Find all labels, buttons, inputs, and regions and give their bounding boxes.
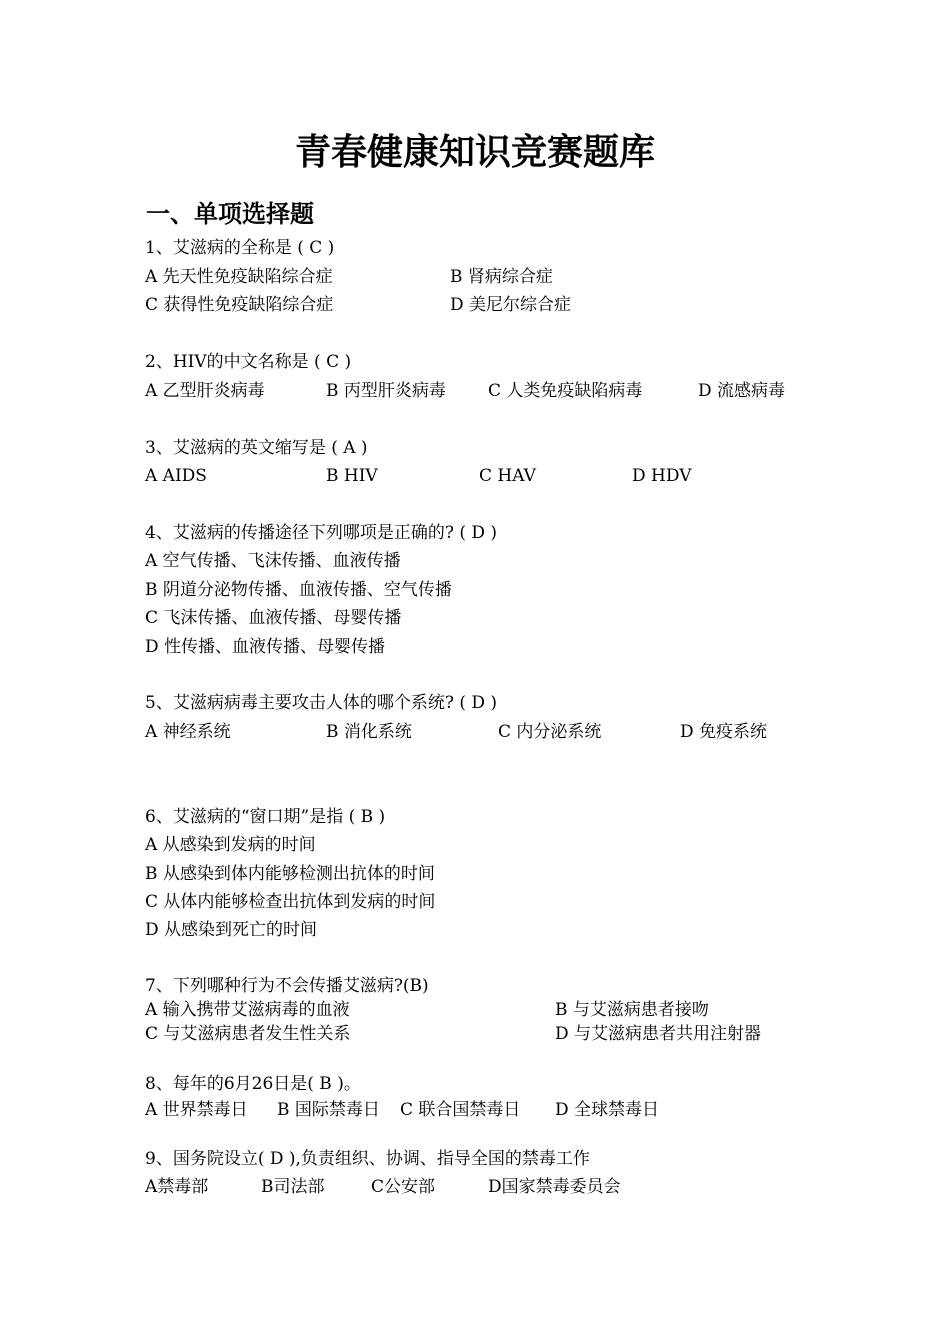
answer-option: B 从感染到体内能够检测出抗体的时间 [145,864,435,884]
answer-option: C 联合国禁毒日 [400,1100,521,1120]
answer-option: C 内分泌系统 [498,722,602,742]
answer-option: B 消化系统 [326,722,412,742]
answer-option: D 性传播、血液传播、母婴传播 [145,637,386,657]
question-stem: 5、艾滋病病毒主要攻击人体的哪个系统? ( D ) [145,693,498,713]
answer-option: A 神经系统 [145,722,231,742]
answer-option: C HAV [479,466,536,486]
question-stem: 2、HIV的中文名称是 ( C ) [145,352,352,372]
answer-option: C 获得性免疫缺陷综合症 [145,295,334,315]
question-stem: 4、艾滋病的传播途径下列哪项是正确的? ( D ) [145,523,498,543]
answer-option: A 世界禁毒日 [145,1100,248,1120]
question-stem: 1、艾滋病的全称是 ( C ) [145,238,335,258]
answer-option: C 与艾滋病患者发生性关系 [145,1024,351,1044]
answer-option: A 先天性免疫缺陷综合症 [145,267,333,287]
answer-option: A 乙型肝炎病毒 [145,381,265,401]
answer-option: D HDV [632,466,692,486]
answer-option: A 输入携带艾滋病毒的血液 [145,1000,350,1020]
answer-option: D 与艾滋病患者共用注射器 [555,1024,762,1044]
answer-option: D 流感病毒 [698,381,786,401]
answer-option: B 肾病综合症 [450,267,553,287]
question-stem: 3、艾滋病的英文缩写是 ( A ) [145,438,368,458]
answer-option: A禁毒部 [145,1177,209,1197]
question-stem: 6、艾滋病的“窗口期”是指 ( B ) [145,807,386,827]
answer-option: A 从感染到发病的时间 [145,835,316,855]
answer-option: B 与艾滋病患者接吻 [555,1000,709,1020]
answer-option: D 从感染到死亡的时间 [145,920,318,940]
answer-option: C 飞沫传播、血液传播、母婴传播 [145,608,402,628]
question-stem: 9、国务院设立( D ),负责组织、协调、指导全国的禁毒工作 [145,1149,590,1169]
answer-option: D国家禁毒委员会 [488,1177,621,1197]
section-heading: 一、单项选择题 [146,199,314,228]
answer-option: B 丙型肝炎病毒 [326,381,446,401]
answer-option: B 阴道分泌物传播、血液传播、空气传播 [145,580,452,600]
answer-option: D 免疫系统 [680,722,768,742]
question-stem: 8、每年的6月26日是( B )。 [145,1074,361,1094]
answer-option: C 人类免疫缺陷病毒 [488,381,643,401]
answer-option: B司法部 [261,1177,325,1197]
answer-option: B HIV [326,466,378,486]
answer-option: C 从体内能够检查出抗体到发病的时间 [145,892,436,912]
answer-option: D 美尼尔综合症 [450,295,572,315]
answer-option: A AIDS [145,466,207,486]
document-title: 青春健康知识竞赛题库 [294,131,655,173]
answer-option: C公安部 [371,1177,436,1197]
question-stem: 7、下列哪种行为不会传播艾滋病?(B) [145,976,429,996]
answer-option: A 空气传播、飞沫传播、血液传播 [145,551,401,571]
answer-option: D 全球禁毒日 [555,1100,660,1120]
answer-option: B 国际禁毒日 [277,1100,380,1120]
